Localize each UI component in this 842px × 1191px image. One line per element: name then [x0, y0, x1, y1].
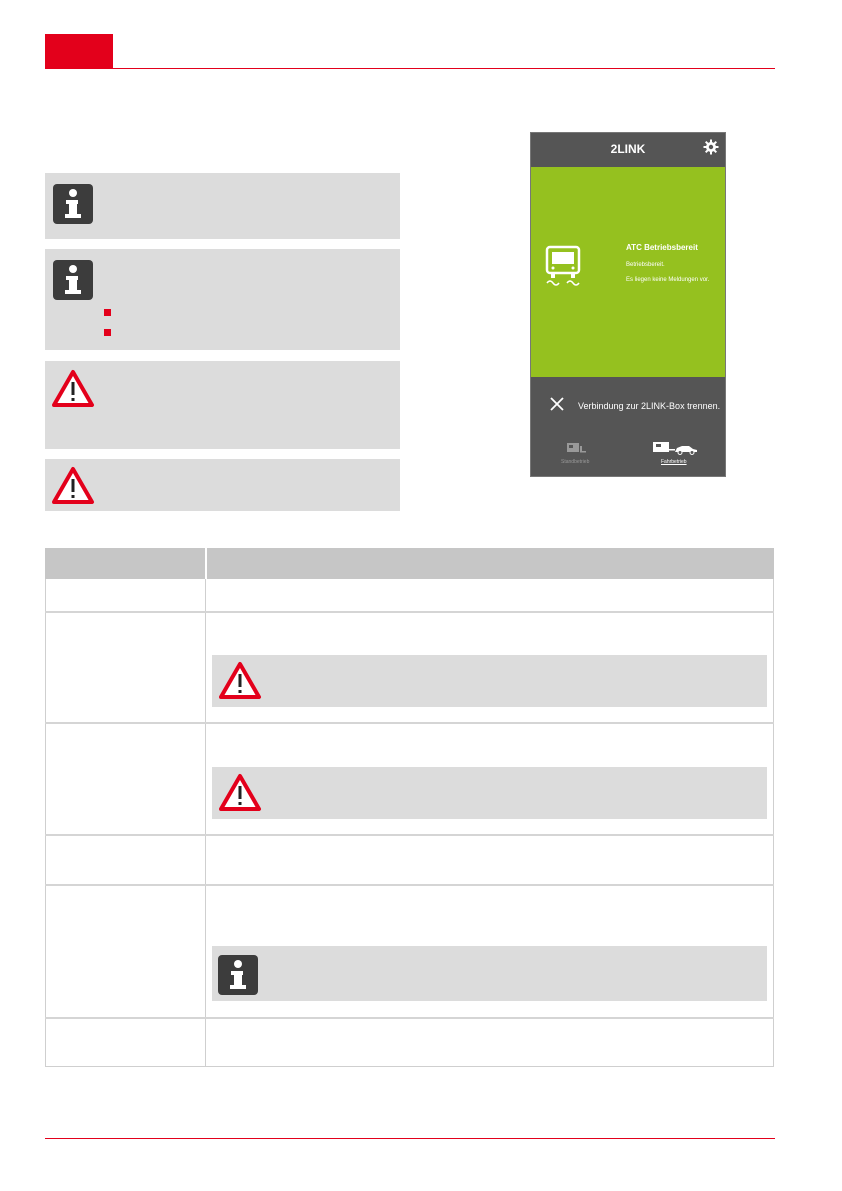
warning-note-1 [45, 361, 400, 449]
table-info-note [212, 946, 767, 1001]
warning-icon [51, 466, 95, 506]
bullet-marker [104, 309, 111, 316]
status-line-2: Es liegen keine Meldungen vor. [626, 277, 710, 283]
status-title: ATC Betriebsbereit [626, 243, 698, 252]
chapter-tab [45, 34, 113, 69]
info-icon [53, 184, 93, 224]
table-header [45, 548, 774, 579]
table-row-divider [45, 884, 774, 886]
footer-rule [45, 1138, 775, 1139]
info-icon [53, 260, 93, 300]
tab-driving[interactable]: Fahrbetrieb [661, 459, 687, 465]
status-panel [531, 167, 725, 377]
table-row-divider [45, 722, 774, 724]
warning-icon [51, 369, 95, 409]
header-rule [113, 68, 775, 69]
trailer-car-icon[interactable] [652, 441, 698, 455]
close-icon[interactable] [549, 396, 565, 412]
table-row-divider [45, 611, 774, 613]
standby-icon[interactable] [566, 442, 588, 454]
disconnect-button[interactable]: Verbindung zur 2LINK-Box trennen. [578, 401, 721, 411]
warning-icon [218, 773, 262, 813]
app-title: 2LINK [610, 142, 646, 156]
table-row-divider [45, 1017, 774, 1019]
bullet-marker [104, 329, 111, 336]
info-note-2 [45, 249, 400, 350]
warning-icon [218, 661, 262, 701]
warning-note-2 [45, 459, 400, 511]
table-column-divider [205, 579, 206, 1067]
table-warning-note [212, 655, 767, 707]
info-icon [218, 955, 258, 995]
table-header-divider [205, 548, 207, 579]
gear-icon[interactable] [703, 139, 719, 155]
tab-standby[interactable]: Standbetrieb [561, 459, 590, 465]
info-note-1 [45, 173, 400, 239]
trailer-status-icon [544, 245, 582, 289]
status-line-1: Betriebsbereit. [626, 262, 665, 268]
app-screenshot [530, 132, 726, 477]
table-row-divider [45, 834, 774, 836]
table-warning-note [212, 767, 767, 819]
